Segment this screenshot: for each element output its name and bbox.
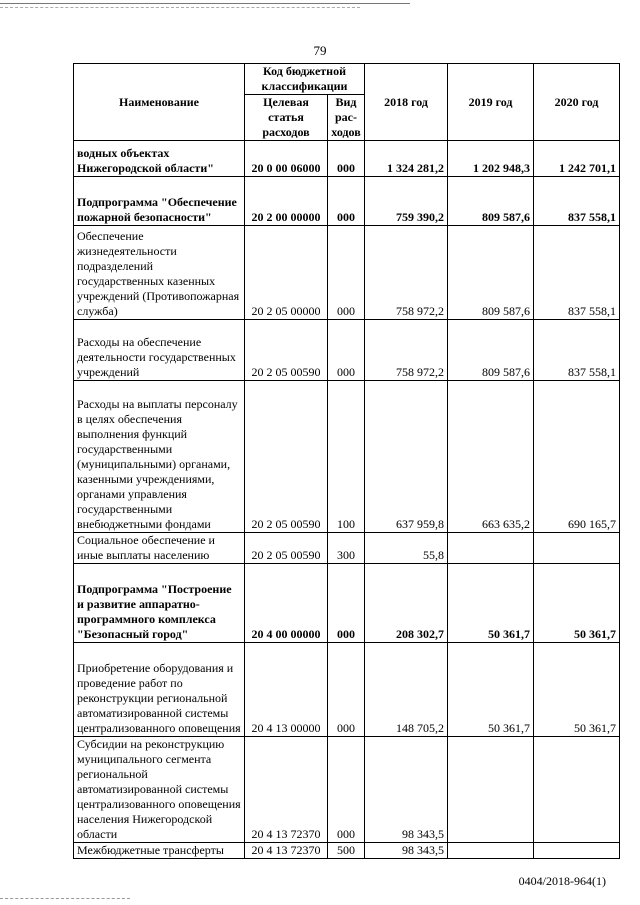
row-name: Расходы на выплаты персоналу в целях обеспечения выполнения функций государственными (муниципальными) органами, казенными учреждениями, органами управления государственными внебюджетными фондами: [74, 381, 245, 533]
row-code: 20 2 05 00590: [245, 381, 328, 533]
top-scan-line: [0, 3, 410, 4]
header-target-article: Целевая статья расходов: [245, 95, 328, 141]
table-row: [74, 141, 620, 177]
header-2018: 2018 год: [365, 64, 448, 141]
header-expense-type: Вид рас-ходов: [328, 95, 365, 141]
table-row: [74, 320, 620, 381]
header-2020: 2020 год: [534, 64, 620, 141]
row-expense-type: 000: [328, 177, 365, 226]
row-2019: [448, 737, 534, 843]
table-row: [74, 564, 620, 643]
row-2018: 55,8: [365, 533, 448, 564]
row-expense-type: 000: [328, 226, 365, 320]
row-name: Социальное обеспечение и иные выплаты населению: [74, 533, 245, 564]
row-2018: 758 972,2: [365, 226, 448, 320]
budget-table: [73, 63, 620, 859]
header-code-group: Код бюджетной классификации: [245, 64, 365, 95]
row-2020: 50 361,7: [534, 643, 620, 737]
row-code: 20 2 05 00000: [245, 226, 328, 320]
page-number: 79: [313, 43, 327, 58]
row-2020: 837 558,1: [534, 177, 620, 226]
table-row: [74, 533, 620, 564]
row-2018: 98 343,5: [365, 843, 448, 859]
row-code: 20 2 05 00590: [245, 320, 328, 381]
row-expense-type: 000: [328, 643, 365, 737]
document-footer-code: 0404/2018-964(1): [518, 874, 606, 888]
header-row-1: [74, 64, 620, 95]
row-expense-type: 100: [328, 381, 365, 533]
row-2018: 758 972,2: [365, 320, 448, 381]
table-row: [74, 737, 620, 843]
row-code: 20 2 05 00590: [245, 533, 328, 564]
row-expense-type: 000: [328, 564, 365, 643]
bottom-scan-line: [0, 898, 130, 899]
header-name: Наименование: [74, 64, 245, 141]
row-2018: 148 705,2: [365, 643, 448, 737]
row-2019: 663 635,2: [448, 381, 534, 533]
row-name: Подпрограмма "Построение и развитие аппаратно-программного комплекса "Безопасный город": [74, 564, 245, 643]
row-2019: 809 587,6: [448, 177, 534, 226]
header-2019: 2019 год: [448, 64, 534, 141]
row-2020: [534, 843, 620, 859]
row-2018: 208 302,7: [365, 564, 448, 643]
row-code: 20 0 00 06000: [245, 141, 328, 177]
row-code: 20 2 00 00000: [245, 177, 328, 226]
row-2019: 809 587,6: [448, 320, 534, 381]
row-expense-type: 500: [328, 843, 365, 859]
row-name: Приобретение оборудования и проведение работ по реконструкции региональной автоматизированной системы централизованного оповещения: [74, 643, 245, 737]
row-2020: 50 361,7: [534, 564, 620, 643]
row-expense-type: 000: [328, 737, 365, 843]
table-row: [74, 381, 620, 533]
row-2020: 690 165,7: [534, 381, 620, 533]
table-row: [74, 643, 620, 737]
row-2018: 637 959,8: [365, 381, 448, 533]
row-2019: 1 202 948,3: [448, 141, 534, 177]
top-scan-line-dashed: [0, 7, 360, 8]
row-2018: 759 390,2: [365, 177, 448, 226]
row-2020: 837 558,1: [534, 226, 620, 320]
row-2020: 837 558,1: [534, 320, 620, 381]
row-2019: [448, 843, 534, 859]
row-2020: 1 242 701,1: [534, 141, 620, 177]
row-expense-type: 000: [328, 141, 365, 177]
row-name: Межбюджетные трансферты: [74, 843, 245, 859]
row-2018: 1 324 281,2: [365, 141, 448, 177]
row-2019: 50 361,7: [448, 643, 534, 737]
row-code: 20 4 13 72370: [245, 843, 328, 859]
row-code: 20 4 13 00000: [245, 643, 328, 737]
row-2018: 98 343,5: [365, 737, 448, 843]
row-expense-type: 300: [328, 533, 365, 564]
row-name: Обеспечение жизнедеятельности подразделений государственных казенных учреждений (Противопожарная служба): [74, 226, 245, 320]
table-row: [74, 226, 620, 320]
row-2020: [534, 533, 620, 564]
row-2019: [448, 533, 534, 564]
row-expense-type: 000: [328, 320, 365, 381]
row-name: Расходы на обеспечение деятельности государственных учреждений: [74, 320, 245, 381]
row-2019: 809 587,6: [448, 226, 534, 320]
table-row: [74, 843, 620, 859]
row-2020: [534, 737, 620, 843]
row-code: 20 4 13 72370: [245, 737, 328, 843]
row-name: Субсидии на реконструкцию муниципального сегмента региональной автоматизированной системы централизованного оповещения населения Нижегородской области: [74, 737, 245, 843]
row-code: 20 4 00 00000: [245, 564, 328, 643]
table-row: [74, 177, 620, 226]
row-name: Подпрограмма "Обеспечение пожарной безопасности": [74, 177, 245, 226]
row-2019: 50 361,7: [448, 564, 534, 643]
row-name: водных объектах Нижегородской области": [74, 141, 245, 177]
